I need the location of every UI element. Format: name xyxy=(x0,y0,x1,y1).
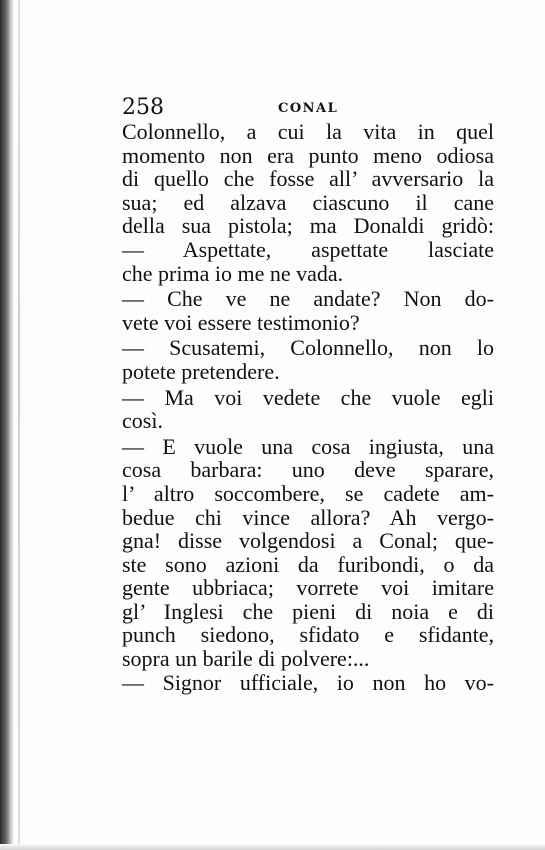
text-line: ste sono azioni da furibondi, o da xyxy=(122,551,494,577)
page-number: 258 xyxy=(122,95,164,120)
text-line: l’ altro soccombere, se cadete am- xyxy=(122,480,494,506)
text-line: vete voi essere testimonio? xyxy=(122,309,360,335)
book-spine-shadow xyxy=(0,0,14,850)
gutter-line xyxy=(18,0,20,850)
text-line: potete pretendere. xyxy=(122,358,280,384)
text-line: — Scusatemi, Colonnello, non lo xyxy=(122,335,494,361)
body-text xyxy=(122,120,494,694)
text-line: sopra un barile di polvere:... xyxy=(122,646,370,672)
text-line: che prima io me ne vada. xyxy=(122,260,344,286)
text-line: gl’ Inglesi che pieni di noia e di xyxy=(122,598,494,624)
page-bottom-edge xyxy=(0,844,545,850)
text-line: di quello che fosse all’ avversario la xyxy=(122,166,494,192)
text-line: — Aspettate, aspettate lasciate xyxy=(122,236,494,262)
text-line: Colonnello, a cui la vita in quel xyxy=(122,119,494,144)
text-line: — E vuole una cosa ingiusta, una xyxy=(122,433,494,459)
text-line: così. xyxy=(122,408,163,434)
text-line: momento non era punto meno odiosa xyxy=(122,142,494,168)
text-line: — Ma voi vedete che vuole egli xyxy=(122,384,494,410)
text-line: sua; ed alzava ciascuno il cane xyxy=(122,189,494,215)
running-head: CONAL xyxy=(278,101,339,116)
text-line: gente ubbriaca; vorrete voi imitare xyxy=(122,575,494,601)
text-line: — Signor ufficiale, io non ho vo- xyxy=(122,669,494,695)
text-line: — Che ve ne andate? Non do- xyxy=(122,286,494,312)
text-line: cosa barbara: uno deve sparare, xyxy=(122,457,494,483)
text-line: gna! disse volgendosi a Conal; que- xyxy=(122,528,494,554)
text-line: bedue chi vince allora? Ah vergo- xyxy=(122,504,494,530)
text-line: della sua pistola; ma Donaldi gridò: xyxy=(122,213,494,239)
text-line: punch siedono, sfidato e sfidante, xyxy=(122,622,494,648)
